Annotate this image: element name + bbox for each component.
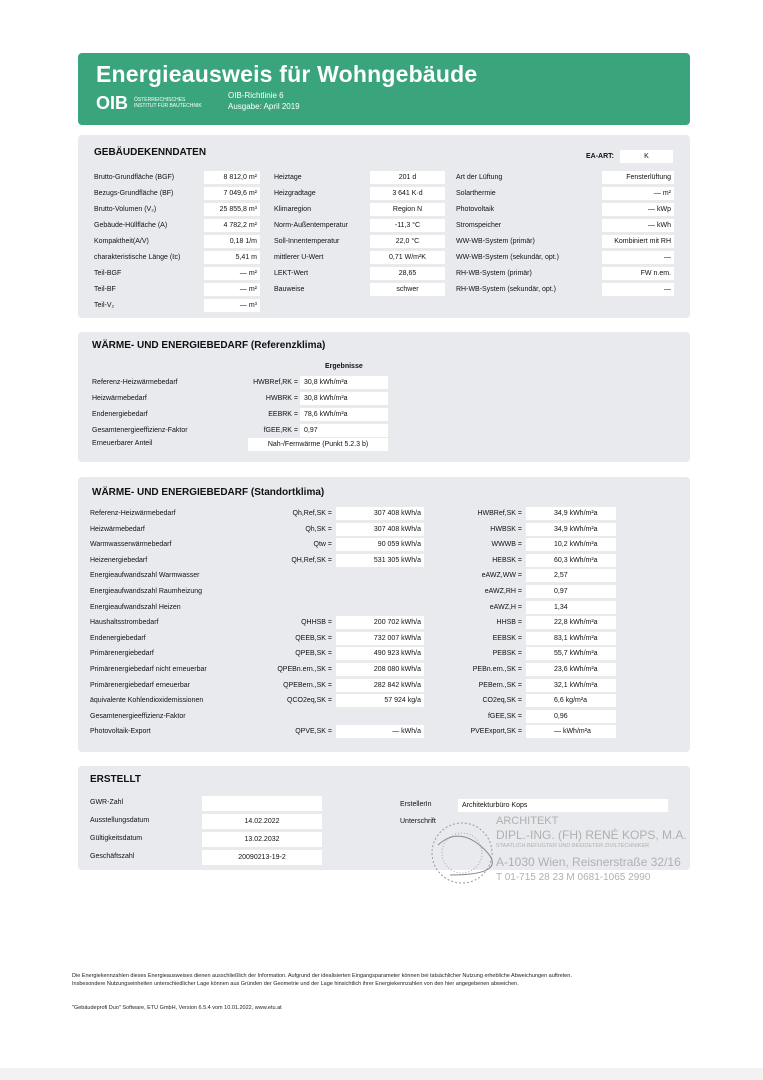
building-param-value: 25 855,8 m³ (204, 203, 260, 216)
results-heading: Ergebnisse (325, 363, 363, 370)
stamp-line-2: DIPL.-ING. (FH) RENÉ KOPS, M.A. (496, 828, 687, 842)
system-param-label: Stromspeicher (456, 222, 502, 229)
site-row-label: Photovoltaik-Export (90, 728, 151, 736)
climate-param-value: 22,0 °C (370, 235, 445, 248)
building-param-label: Gebäude-Hüllfläche (A) (94, 222, 168, 229)
ref-row-symbol: EEBRK = (268, 411, 298, 418)
building-param-label: Brutto-Grundfläche (BGF) (94, 174, 175, 181)
site-row-label: Gesamtenergieeffizienz-Faktor (90, 712, 186, 720)
climate-param-value: Region N (370, 203, 445, 216)
site-row-label: äquivalente Kohlendioxidemissionen (90, 697, 204, 705)
climate-param-label: Klimaregion (274, 206, 311, 213)
site-spec-value: — kWh/m²a (526, 725, 616, 738)
site-spec-value: 22,8 kWh/m²a (526, 616, 616, 629)
ref-row-label: Endenergiebedarf (92, 411, 148, 418)
site-spec-symbol: WWWB = (491, 541, 522, 549)
site-row-label: Energieaufwandszahl Warmwasser (90, 572, 200, 580)
site-abs-value: 490 923 kWh/a (336, 647, 424, 660)
architect-stamp (430, 815, 715, 890)
building-param-value: — m² (204, 283, 260, 296)
site-spec-value: 34,9 kWh/m²a (526, 507, 616, 520)
system-param-label: RH-WB-System (sekundär, opt.) (456, 286, 556, 293)
system-param-value: FW n.em. (602, 267, 674, 280)
building-param-label: Teil-BF (94, 286, 116, 293)
site-spec-symbol: PEBn.ern.,SK = (472, 666, 522, 673)
site-spec-value: 0,96 (526, 710, 616, 723)
climate-param-label: Norm-Außentemperatur (274, 222, 348, 229)
section-title: WÄRME- UND ENERGIEBEDARF (Standortklima) (92, 487, 325, 498)
site-spec-symbol: PEBern.,SK = (478, 681, 522, 689)
building-param-value: 7 049,6 m² (204, 187, 260, 200)
site-climate-section (78, 477, 690, 752)
building-param-label: Teil-BGF (94, 270, 122, 277)
certificate-title: Energieausweis für Wohngebäude (96, 61, 478, 87)
site-spec-symbol: PEBSK = (492, 650, 522, 658)
site-abs-value: 200 702 kWh/a (336, 616, 424, 629)
site-abs-symbol: QCO2eq,SK = (287, 697, 332, 705)
site-row-label: Warmwasserwärmebedarf (90, 541, 172, 549)
site-abs-symbol: QHHSB = (301, 619, 332, 627)
section-title: ERSTELLT (90, 774, 141, 785)
issued-row-label: Gültigkeitsdatum (90, 835, 143, 842)
building-param-label: Teil-V₂ (94, 302, 115, 309)
building-param-value: 4 782,2 m² (204, 219, 260, 232)
climate-param-label: Heizgradtage (274, 190, 316, 197)
system-param-value: — kWh (602, 219, 674, 232)
system-param-value: — (602, 251, 674, 264)
building-param-label: Brutto-Volumen (V₂) (94, 206, 157, 213)
system-param-value: Kombiniert mit RH (602, 235, 674, 248)
ref-row-value: 30,8 kWh/m²a (300, 392, 388, 405)
site-spec-symbol: EEBSK = (492, 634, 522, 642)
section-title: GEBÄUDEKENNDATEN (94, 147, 207, 158)
site-spec-symbol: eAWZ,H = (489, 603, 522, 611)
ref-row-label: Gesamtenergieeffizienz-Faktor (92, 427, 188, 434)
ref-row-value: 30,8 kWh/m²a (300, 376, 388, 389)
ref-row-label: Referenz-Heizwärmebedarf (92, 379, 178, 386)
reference-climate-section (78, 332, 690, 462)
software-note: "Gebäudeprofi Duo" Software, ETU GmbH, Version 6.5.4 vom 10.01.2022, www.etu.at (72, 1005, 282, 1011)
building-param-value: — m² (204, 267, 260, 280)
site-spec-symbol: CO2eq,SK = (482, 697, 522, 705)
site-spec-symbol: HWBSK = (490, 525, 522, 533)
footer-note: Die Energiekennzahlen dieses Energieausweises dienen ausschließlich der Information. Aufgrund der idealisierten Eingangsparameter können bei tatsächlicher Nutzung erhebliche Abweichungen auftreten. Insbesondere Nutzungseinheiten unterschiedlicher Lage können aus Gründen der Geometrie und der Lage hinsichtlich ihrer Energiekennzahlen von den hier angegebenen abweichen. (72, 973, 572, 987)
site-row-label: Endenergiebedarf (90, 634, 146, 642)
ref-row-symbol: HWBRK = (265, 395, 298, 402)
system-param-value: — (602, 283, 674, 296)
site-spec-value: 60,3 kWh/m²a (526, 554, 616, 567)
renewable-share-value: Nah-/Fernwärme (Punkt 5.2.3 b) (248, 438, 388, 451)
ref-row-value: 0,97 (300, 424, 388, 437)
site-abs-symbol: QPEBn.ern.,SK = (277, 666, 332, 673)
stamp-line-4: A-1030 Wien, Reisnerstraße 32/16 (496, 855, 681, 869)
site-spec-value: 83,1 kWh/m²a (526, 632, 616, 645)
site-abs-value: 531 305 kWh/a (336, 554, 424, 567)
site-spec-value: 1,34 (526, 601, 616, 614)
issued-row-value: 14.02.2022 (202, 814, 322, 829)
ea-art-value: K (620, 150, 673, 163)
building-data-section (78, 135, 690, 318)
climate-param-label: Soll-Innentemperatur (274, 238, 340, 245)
building-param-value: 5,41 m (204, 251, 260, 264)
issued-row-value (202, 796, 322, 811)
building-param-value: 8 812,0 m² (204, 171, 260, 184)
site-spec-symbol: PVEExport,SK = (470, 728, 522, 736)
system-param-value: — m² (602, 187, 674, 200)
site-abs-value: 282 842 kWh/a (336, 679, 424, 692)
system-param-label: Solarthermie (456, 190, 496, 197)
system-param-label: Photovoltaik (456, 206, 495, 213)
site-abs-symbol: QPVE,SK = (295, 728, 332, 736)
system-param-label: RH-WB-System (primär) (456, 270, 532, 277)
site-abs-symbol: QH,Ref,SK = (291, 556, 332, 564)
site-spec-symbol: eAWZ,RH = (484, 588, 522, 595)
site-spec-value: 34,9 kWh/m²a (526, 523, 616, 536)
ref-row-label: Heizwärmebedarf (92, 395, 147, 402)
richtlinie-info: OIB-Richtlinie 6 Ausgabe: April 2019 (228, 91, 300, 111)
section-title: WÄRME- UND ENERGIEBEDARF (Referenzklima) (92, 340, 326, 351)
issued-row-label: GWR-Zahl (90, 799, 124, 806)
issued-row-label: Ausstellungsdatum (90, 817, 150, 824)
climate-param-value: -11,3 °C (370, 219, 445, 232)
system-param-label: WW-WB-System (sekundär, opt.) (456, 254, 559, 261)
site-row-label: Heizenergiebedarf (90, 556, 148, 564)
climate-param-label: Bauweise (274, 286, 305, 293)
site-abs-symbol: QPEB,SK = (295, 650, 332, 658)
stamp-line-5: T 01-715 28 23 M 0681-1065 2990 (496, 872, 651, 883)
building-param-label: charakteristische Länge (ℓc) (94, 254, 181, 261)
site-abs-symbol: Qh,SK = (305, 525, 332, 533)
site-spec-value: 6,6 kg/m²a (526, 694, 616, 707)
site-abs-value: — kWh/a (336, 725, 424, 738)
site-row-label: Heizwärmebedarf (90, 525, 145, 533)
climate-param-value: 28,65 (370, 267, 445, 280)
site-abs-value: 57 924 kg/a (336, 694, 424, 707)
site-spec-value: 10,2 kWh/m²a (526, 538, 616, 551)
site-row-label: Primärenergiebedarf nicht erneuerbar (90, 666, 207, 673)
creator-label: ErstellerIn (400, 801, 432, 808)
site-spec-symbol: fGEE,SK = (487, 712, 522, 720)
building-param-value: 0,18 1/m (204, 235, 260, 248)
creator-value: Architekturbüro Kops (458, 799, 668, 812)
renewable-share-label: Erneuerbarer Anteil (92, 440, 153, 447)
climate-param-label: mittlerer U-Wert (274, 254, 324, 261)
site-row-label: Energieaufwandszahl Heizen (90, 603, 181, 611)
system-param-value: Fensterlüftung (602, 171, 674, 184)
climate-param-label: LEKT-Wert (274, 270, 309, 277)
climate-param-value: 201 d (370, 171, 445, 184)
climate-param-value: 0,71 W/m²K (370, 251, 445, 264)
issued-row-value: 20090213-19-2 (202, 850, 322, 865)
site-spec-symbol: HHSB = (496, 619, 522, 627)
site-row-label: Haushaltsstrombedarf (90, 619, 159, 627)
certificate-header (78, 53, 690, 125)
site-spec-symbol: eAWZ,WW = (481, 572, 522, 580)
site-abs-symbol: Qtw = (313, 541, 332, 549)
page-bottom-band (0, 1068, 763, 1080)
ref-row-value: 78,6 kWh/m²a (300, 408, 388, 421)
site-spec-symbol: HEBSK = (492, 556, 522, 564)
building-param-value: — m³ (204, 299, 260, 312)
issued-row-value: 13.02.2032 (202, 832, 322, 847)
site-abs-symbol: Qh,Ref,SK = (292, 510, 332, 517)
system-param-label: WW-WB-System (primär) (456, 238, 535, 245)
site-abs-value: 307 408 kWh/a (336, 507, 424, 520)
system-param-label: Art der Lüftung (456, 174, 503, 181)
issued-row-label: Geschäftszahl (90, 853, 135, 860)
site-abs-value: 208 080 kWh/a (336, 663, 424, 676)
site-spec-value: 2,57 (526, 569, 616, 582)
climate-param-value: 3 641 K·d (370, 187, 445, 200)
ref-row-symbol: HWBRef,RK = (253, 379, 298, 386)
climate-param-label: Heiztage (274, 174, 302, 181)
stamp-line-1: ARCHITEKT (496, 815, 559, 827)
site-spec-value: 23,6 kWh/m²a (526, 663, 616, 676)
site-abs-value: 90 059 kWh/a (336, 538, 424, 551)
signature-scribble (430, 815, 500, 890)
oib-logo: OIB (96, 93, 129, 113)
site-spec-value: 0,97 (526, 585, 616, 598)
site-spec-symbol: HWBRef,SK = (477, 510, 522, 517)
site-abs-symbol: QPEBern.,SK = (283, 681, 332, 689)
site-row-label: Energieaufwandszahl Raumheizung (90, 588, 203, 595)
site-row-label: Primärenergiebedarf erneuerbar (90, 681, 190, 689)
site-spec-value: 55,7 kWh/m²a (526, 647, 616, 660)
ea-art-label: EA-ART: (586, 153, 614, 160)
site-abs-symbol: QEEB,SK = (295, 634, 332, 642)
site-abs-value: 307 408 kWh/a (336, 523, 424, 536)
site-spec-value: 32,1 kWh/m²a (526, 679, 616, 692)
site-row-label: Primärenergiebedarf (90, 650, 154, 658)
ref-row-symbol: fGEE,RK = (263, 427, 298, 434)
signature-label: Unterschrift (400, 818, 436, 825)
building-param-label: Kompaktheit(A/V) (94, 238, 149, 245)
building-param-label: Bezugs-Grundfläche (BF) (94, 190, 174, 197)
system-param-value: — kWp (602, 203, 674, 216)
oib-logo-subtitle: ÖSTERREICHISCHES INSTITUT FÜR BAUTECHNIK (134, 97, 202, 109)
stamp-line-3: STAATLICH BEFUGTER UND BEEIDETER ZIVILTECHNIKER (496, 843, 650, 849)
site-abs-value: 732 007 kWh/a (336, 632, 424, 645)
site-row-label: Referenz-Heizwärmebedarf (90, 510, 176, 517)
climate-param-value: schwer (370, 283, 445, 296)
